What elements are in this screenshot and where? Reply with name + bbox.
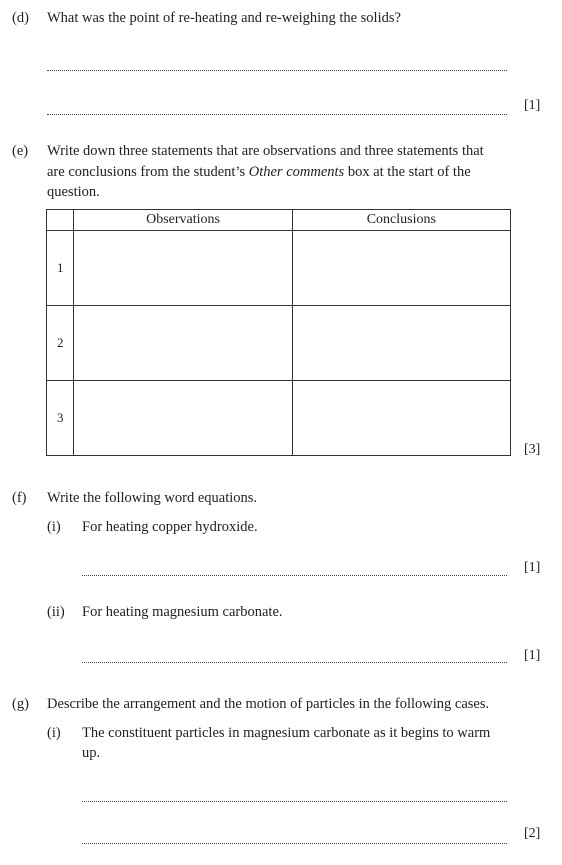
question-e-line2 [47,164,471,181]
question-d-label: (d) [12,10,29,26]
conclusion-cell[interactable] [292,381,510,456]
part-g-i-label: (i) [47,725,61,741]
question-e-label: (e) [12,143,29,159]
observations-table [46,209,511,456]
row-number: 3 [47,381,74,456]
conclusion-cell[interactable] [292,231,510,306]
answer-line-f-ii[interactable] [82,662,507,663]
observation-cell[interactable] [74,306,292,381]
question-d-text: What was the point of re-heating and re-weighing the solids? [47,10,401,26]
table-row [47,306,511,381]
mark-d: [1] [524,98,541,113]
mark-f-ii: [1] [524,648,541,663]
row-number: 1 [47,231,74,306]
other-comments-emphasis: Other comments [248,164,345,180]
question-e-line1: Write down three statements that are observations and three statements that [47,143,484,159]
question-f-label: (f) [12,490,27,506]
question-f-text: Write the following word equations. [47,490,258,506]
table-row [47,381,511,456]
part-f-ii-text: For heating magnesium carbonate. [82,604,283,620]
question-e-line3: question. [47,184,100,200]
answer-line-d1[interactable] [47,70,507,71]
observation-cell[interactable] [74,381,292,456]
table-header-row [47,210,511,231]
part-f-ii-label: (ii) [47,604,65,620]
mark-f-i: [1] [524,560,541,575]
observation-cell[interactable] [74,231,292,306]
part-g-i-line1: The constituent particles in magnesium carbonate as it begins to warm [82,725,491,741]
conclusion-cell[interactable] [292,306,510,381]
part-g-i-line2: up. [82,745,101,761]
mark-g: [2] [524,826,541,841]
question-g-label: (g) [12,696,29,712]
answer-line-f-i[interactable] [82,575,507,576]
part-f-i-text: For heating copper hydroxide. [82,519,258,535]
answer-line-g2[interactable] [82,843,507,844]
table-header-conclusions: Conclusions [292,210,510,231]
table-header-number [47,210,74,231]
question-e-line2-post: box at the start of the [344,164,471,180]
answer-line-g1[interactable] [82,801,507,802]
part-f-i-label: (i) [47,519,61,535]
row-number: 2 [47,306,74,381]
table-row [47,231,511,306]
mark-e: [3] [524,442,541,457]
table-header-observations: Observations [74,210,292,231]
question-g-text: Describe the arrangement and the motion of particles in the following cases. [47,696,490,712]
question-e-line2-pre: are conclusions from the student’s [47,164,249,180]
answer-line-d2[interactable] [47,114,507,115]
